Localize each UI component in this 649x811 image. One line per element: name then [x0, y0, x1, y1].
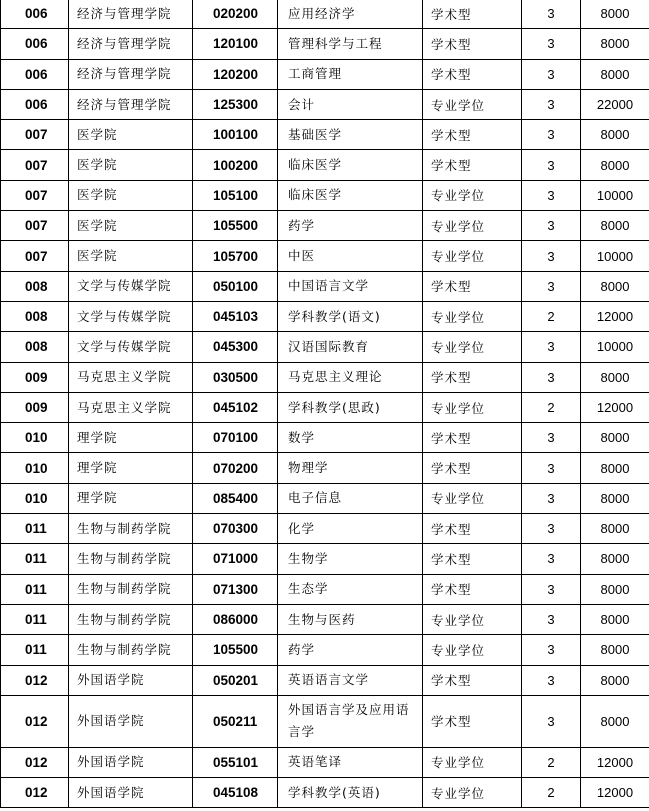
major-code-cell: 105500: [193, 211, 278, 241]
college-number-cell: 006: [1, 59, 69, 89]
table-row: [1, 635, 649, 665]
college-number-cell: 009: [1, 392, 69, 422]
table-row: [1, 271, 649, 301]
study-years-cell: 3: [522, 89, 581, 119]
major-code-cell: 050100: [193, 271, 278, 301]
tuition-fee-cell: 8000: [581, 635, 649, 665]
study-years-cell: 2: [522, 392, 581, 422]
college-name-cell: 生物与制药学院: [69, 544, 193, 574]
degree-type-cell: 学术型: [423, 423, 522, 453]
tuition-fee-cell: 8000: [581, 665, 649, 695]
degree-type-cell: 专业学位: [423, 332, 522, 362]
major-name-cell: 临床医学: [278, 150, 423, 180]
study-years-cell: 3: [522, 29, 581, 59]
study-years-cell: 3: [522, 180, 581, 210]
study-years-cell: 3: [522, 544, 581, 574]
major-name-cell: 管理科学与工程: [278, 29, 423, 59]
major-name-cell: 电子信息: [278, 483, 423, 513]
college-number-cell: 006: [1, 0, 69, 29]
table-row: [1, 392, 649, 422]
degree-type-cell: 学术型: [423, 514, 522, 544]
college-name-cell: 医学院: [69, 150, 193, 180]
tuition-fee-cell: 8000: [581, 514, 649, 544]
table-row: [1, 362, 649, 392]
table-row: [1, 574, 649, 604]
major-name-cell: 临床医学: [278, 180, 423, 210]
degree-type-cell: 专业学位: [423, 635, 522, 665]
major-code-cell: 045300: [193, 332, 278, 362]
college-number-cell: 007: [1, 211, 69, 241]
table-row: [1, 211, 649, 241]
college-name-cell: 文学与传媒学院: [69, 271, 193, 301]
degree-type-cell: 学术型: [423, 150, 522, 180]
study-years-cell: 3: [522, 332, 581, 362]
college-name-cell: 经济与管理学院: [69, 59, 193, 89]
study-years-cell: 3: [522, 362, 581, 392]
college-name-cell: 生物与制药学院: [69, 604, 193, 634]
tuition-fee-cell: 8000: [581, 423, 649, 453]
tuition-fee-cell: 12000: [581, 747, 649, 777]
college-name-cell: 理学院: [69, 423, 193, 453]
major-code-cell: 045103: [193, 301, 278, 331]
major-code-cell: 100200: [193, 150, 278, 180]
major-name-cell: 生态学: [278, 574, 423, 604]
college-name-cell: 文学与传媒学院: [69, 332, 193, 362]
tuition-fee-cell: 8000: [581, 574, 649, 604]
college-name-cell: 外国语学院: [69, 747, 193, 777]
college-name-cell: 文学与传媒学院: [69, 301, 193, 331]
college-number-cell: 012: [1, 695, 69, 747]
degree-type-cell: 专业学位: [423, 180, 522, 210]
college-number-cell: 006: [1, 29, 69, 59]
table-row: [1, 604, 649, 634]
study-years-cell: 3: [522, 241, 581, 271]
study-years-cell: 3: [522, 150, 581, 180]
college-number-cell: 007: [1, 241, 69, 271]
degree-type-cell: 学术型: [423, 29, 522, 59]
major-name-cell: 学科教学(英语): [278, 778, 423, 808]
degree-type-cell: 学术型: [423, 120, 522, 150]
major-name-cell: 应用经济学: [278, 0, 423, 29]
study-years-cell: 3: [522, 514, 581, 544]
table-row: [1, 544, 649, 574]
degree-type-cell: 学术型: [423, 362, 522, 392]
major-name-cell: 英语语言文学: [278, 665, 423, 695]
major-code-cell: 085400: [193, 483, 278, 513]
college-number-cell: 012: [1, 778, 69, 808]
major-code-cell: 055101: [193, 747, 278, 777]
table-row: [1, 747, 649, 777]
college-number-cell: 012: [1, 665, 69, 695]
college-number-cell: 008: [1, 301, 69, 331]
major-code-cell: 045108: [193, 778, 278, 808]
tuition-fee-cell: 8000: [581, 211, 649, 241]
tuition-fee-cell: 8000: [581, 29, 649, 59]
major-name-cell: 工商管理: [278, 59, 423, 89]
study-years-cell: 3: [522, 695, 581, 747]
college-name-cell: 经济与管理学院: [69, 0, 193, 29]
table-row: [1, 695, 649, 747]
degree-type-cell: 专业学位: [423, 483, 522, 513]
study-years-cell: 3: [522, 271, 581, 301]
major-name-cell: 化学: [278, 514, 423, 544]
tuition-fee-cell: 12000: [581, 301, 649, 331]
college-number-cell: 006: [1, 89, 69, 119]
tuition-fee-cell: 10000: [581, 180, 649, 210]
major-name-cell: 外国语言学及应用语言学: [278, 695, 423, 747]
major-code-cell: 120200: [193, 59, 278, 89]
table-row: [1, 514, 649, 544]
major-code-cell: 070200: [193, 453, 278, 483]
degree-type-cell: 学术型: [423, 544, 522, 574]
major-code-cell: 100100: [193, 120, 278, 150]
college-name-cell: 生物与制药学院: [69, 635, 193, 665]
college-number-cell: 007: [1, 120, 69, 150]
college-name-cell: 马克思主义学院: [69, 392, 193, 422]
major-code-cell: 070300: [193, 514, 278, 544]
table-row: [1, 29, 649, 59]
study-years-cell: 3: [522, 211, 581, 241]
study-years-cell: 2: [522, 301, 581, 331]
major-name-cell: 英语笔译: [278, 747, 423, 777]
major-code-cell: 050201: [193, 665, 278, 695]
major-name-cell: 数学: [278, 423, 423, 453]
major-name-cell: 基础医学: [278, 120, 423, 150]
college-number-cell: 008: [1, 332, 69, 362]
degree-type-cell: 专业学位: [423, 301, 522, 331]
degree-type-cell: 专业学位: [423, 241, 522, 271]
study-years-cell: 3: [522, 665, 581, 695]
table-row: [1, 241, 649, 271]
table-row: [1, 778, 649, 808]
degree-type-cell: 学术型: [423, 0, 522, 29]
study-years-cell: 3: [522, 483, 581, 513]
college-number-cell: 007: [1, 150, 69, 180]
table-body: [1, 0, 649, 808]
college-name-cell: 马克思主义学院: [69, 362, 193, 392]
major-name-cell: 中国语言文学: [278, 271, 423, 301]
major-code-cell: 105100: [193, 180, 278, 210]
major-name-cell: 生物与医药: [278, 604, 423, 634]
table-row: [1, 180, 649, 210]
college-number-cell: 010: [1, 453, 69, 483]
table-row: [1, 120, 649, 150]
degree-type-cell: 专业学位: [423, 211, 522, 241]
major-code-cell: 071300: [193, 574, 278, 604]
major-name-cell: 物理学: [278, 453, 423, 483]
tuition-fee-cell: 22000: [581, 89, 649, 119]
major-code-cell: 120100: [193, 29, 278, 59]
college-number-cell: 008: [1, 271, 69, 301]
major-name-cell: 中医: [278, 241, 423, 271]
major-name-cell: 学科教学(语文): [278, 301, 423, 331]
major-name-cell: 药学: [278, 211, 423, 241]
degree-type-cell: 专业学位: [423, 392, 522, 422]
college-number-cell: 010: [1, 483, 69, 513]
major-name-cell: 生物学: [278, 544, 423, 574]
study-years-cell: 3: [522, 120, 581, 150]
major-code-cell: 030500: [193, 362, 278, 392]
college-number-cell: 011: [1, 544, 69, 574]
major-code-cell: 070100: [193, 423, 278, 453]
major-name-cell: 会计: [278, 89, 423, 119]
degree-type-cell: 学术型: [423, 59, 522, 89]
table-row: [1, 423, 649, 453]
tuition-fee-cell: 8000: [581, 453, 649, 483]
degree-type-cell: 专业学位: [423, 604, 522, 634]
tuition-fee-cell: 8000: [581, 362, 649, 392]
tuition-fee-cell: 8000: [581, 59, 649, 89]
tuition-fee-cell: 8000: [581, 0, 649, 29]
study-years-cell: 3: [522, 635, 581, 665]
study-years-cell: 3: [522, 574, 581, 604]
major-code-cell: 045102: [193, 392, 278, 422]
study-years-cell: 3: [522, 0, 581, 29]
college-name-cell: 医学院: [69, 180, 193, 210]
major-name-cell: 马克思主义理论: [278, 362, 423, 392]
major-name-cell: 药学: [278, 635, 423, 665]
table-row: [1, 89, 649, 119]
college-name-cell: 医学院: [69, 241, 193, 271]
study-years-cell: 2: [522, 747, 581, 777]
table-row: [1, 59, 649, 89]
tuition-fee-cell: 12000: [581, 778, 649, 808]
study-years-cell: 3: [522, 604, 581, 634]
college-number-cell: 011: [1, 604, 69, 634]
table-row: [1, 332, 649, 362]
major-code-cell: 050211: [193, 695, 278, 747]
major-code-cell: 086000: [193, 604, 278, 634]
college-name-cell: 医学院: [69, 211, 193, 241]
study-years-cell: 2: [522, 778, 581, 808]
major-code-cell: 020200: [193, 0, 278, 29]
major-code-cell: 105500: [193, 635, 278, 665]
college-number-cell: 011: [1, 635, 69, 665]
tuition-fee-cell: 8000: [581, 483, 649, 513]
major-code-cell: 071000: [193, 544, 278, 574]
college-name-cell: 生物与制药学院: [69, 514, 193, 544]
college-name-cell: 生物与制药学院: [69, 574, 193, 604]
college-name-cell: 外国语学院: [69, 665, 193, 695]
college-number-cell: 007: [1, 180, 69, 210]
college-name-cell: 外国语学院: [69, 695, 193, 747]
degree-type-cell: 专业学位: [423, 747, 522, 777]
table-row: [1, 150, 649, 180]
tuition-fee-cell: 12000: [581, 392, 649, 422]
tuition-fee-cell: 8000: [581, 150, 649, 180]
tuition-fee-cell: 8000: [581, 604, 649, 634]
college-number-cell: 011: [1, 514, 69, 544]
tuition-fee-cell: 8000: [581, 695, 649, 747]
college-number-cell: 011: [1, 574, 69, 604]
major-code-cell: 105700: [193, 241, 278, 271]
degree-type-cell: 学术型: [423, 574, 522, 604]
degree-type-cell: 学术型: [423, 695, 522, 747]
degree-type-cell: 专业学位: [423, 778, 522, 808]
table-row: [1, 0, 649, 29]
table-row: [1, 483, 649, 513]
college-number-cell: 012: [1, 747, 69, 777]
degree-type-cell: 学术型: [423, 271, 522, 301]
college-name-cell: 理学院: [69, 453, 193, 483]
tuition-fee-cell: 8000: [581, 544, 649, 574]
table-row: [1, 301, 649, 331]
study-years-cell: 3: [522, 59, 581, 89]
degree-type-cell: 学术型: [423, 665, 522, 695]
degree-type-cell: 专业学位: [423, 89, 522, 119]
college-name-cell: 理学院: [69, 483, 193, 513]
major-code-cell: 125300: [193, 89, 278, 119]
tuition-fee-cell: 10000: [581, 241, 649, 271]
college-name-cell: 经济与管理学院: [69, 29, 193, 59]
college-name-cell: 医学院: [69, 120, 193, 150]
tuition-fee-cell: 8000: [581, 120, 649, 150]
college-name-cell: 经济与管理学院: [69, 89, 193, 119]
table-row: [1, 665, 649, 695]
college-number-cell: 009: [1, 362, 69, 392]
major-name-cell: 学科教学(思政): [278, 392, 423, 422]
tuition-fee-cell: 10000: [581, 332, 649, 362]
study-years-cell: 3: [522, 423, 581, 453]
study-years-cell: 3: [522, 453, 581, 483]
college-name-cell: 外国语学院: [69, 778, 193, 808]
major-name-cell: 汉语国际教育: [278, 332, 423, 362]
table-row: [1, 453, 649, 483]
college-number-cell: 010: [1, 423, 69, 453]
tuition-fee-cell: 8000: [581, 271, 649, 301]
degree-type-cell: 学术型: [423, 453, 522, 483]
